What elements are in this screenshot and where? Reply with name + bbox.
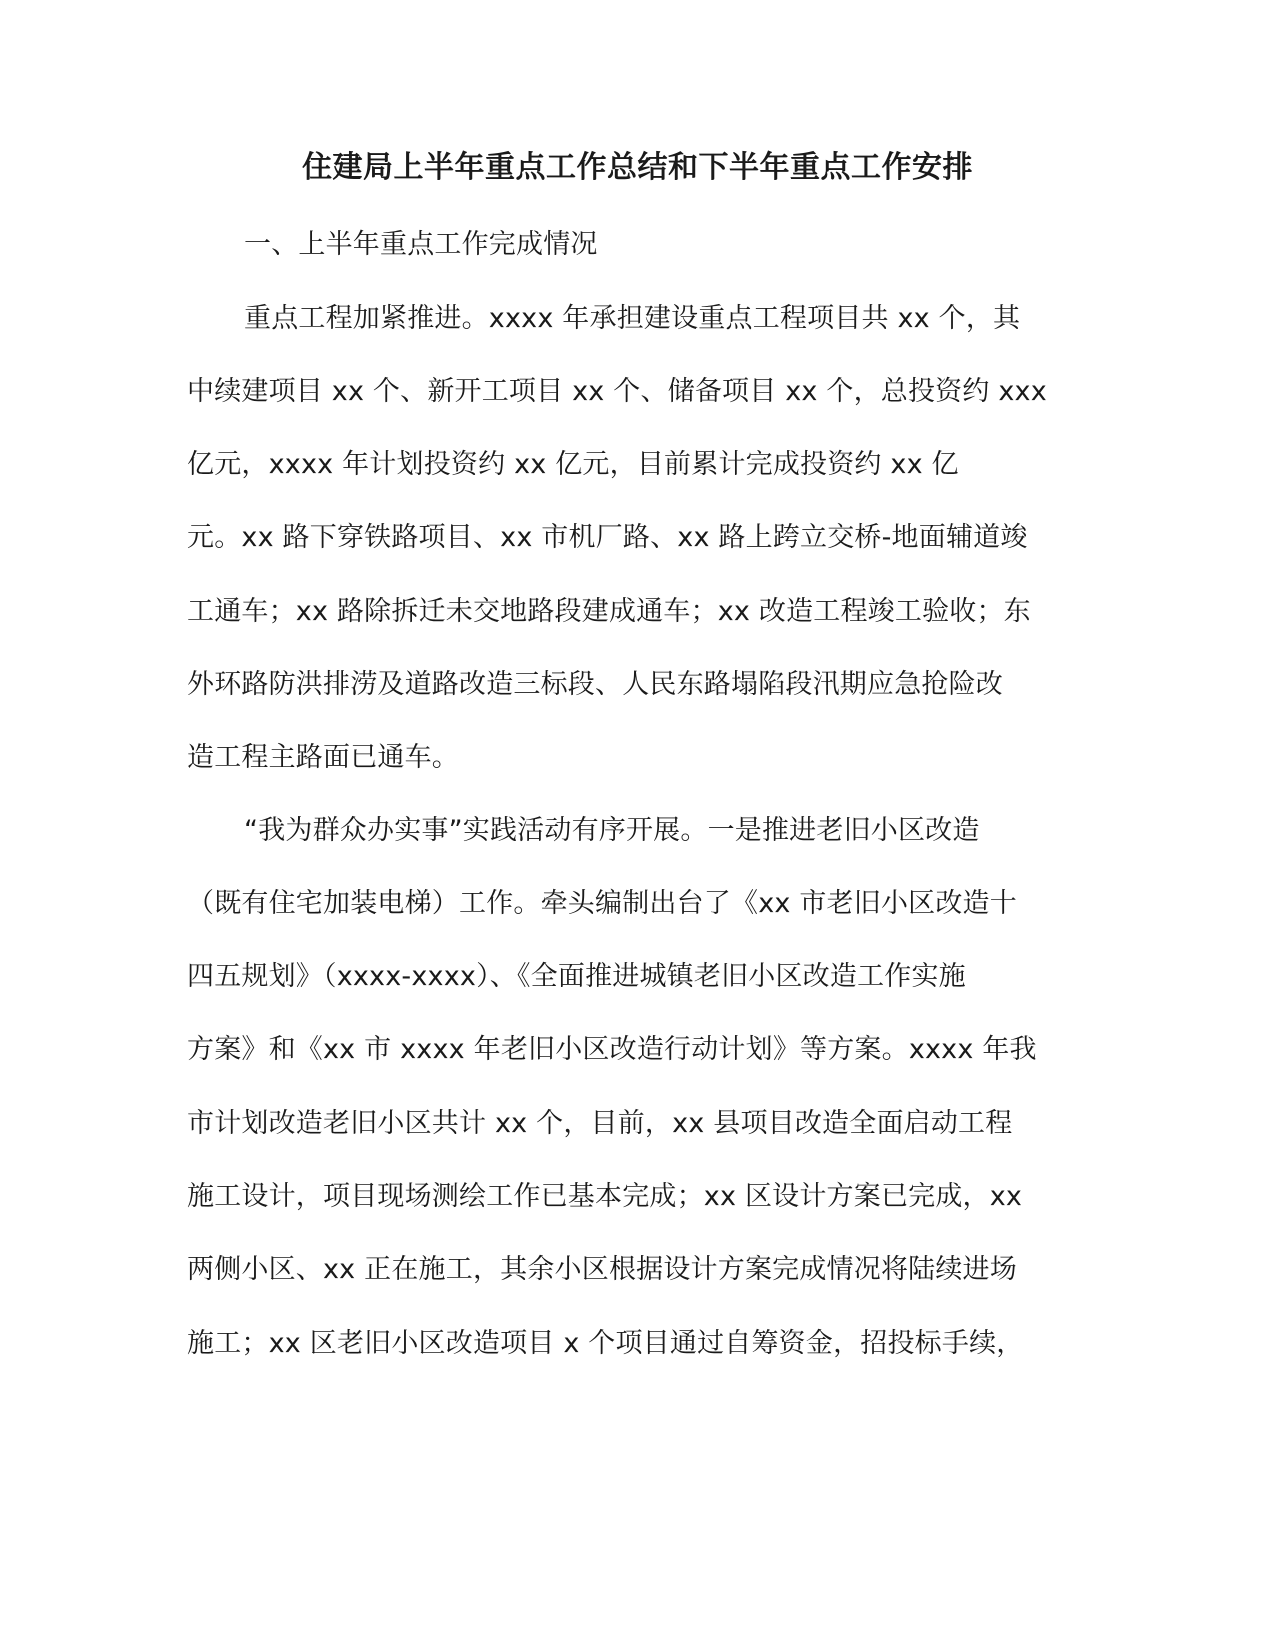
paragraph-line: 两侧小区、xx 正在施工，其余小区根据设计方案完成情况将陆续进场 — [187, 1254, 1017, 1285]
paragraph-line: 元。xx 路下穿铁路项目、xx 市机厂路、xx 路上跨立交桥-地面辅道竣 — [187, 522, 1028, 553]
paragraph-line: 施工；xx 区老旧小区改造项目 x 个项目通过自筹资金，招投标手续， — [187, 1328, 1024, 1359]
document-title: 住建局上半年重点工作总结和下半年重点工作安排 — [302, 150, 973, 185]
section-heading: 一、上半年重点工作完成情况 — [244, 229, 598, 260]
paragraph-line: 工通车；xx 路除拆迁未交地路段建成通车；xx 改造工程竣工验收；东 — [187, 596, 1031, 627]
paragraph-line: 外环路防洪排涝及道路改造三标段、人民东路塌陷段汛期应急抢险改 — [187, 669, 1003, 700]
paragraph-line: 重点工程加紧推进。xxxx 年承担建设重点工程项目共 xx 个，其 — [244, 303, 1021, 334]
paragraph-line: 造工程主路面已通车。 — [187, 742, 459, 773]
paragraph-line: 市计划改造老旧小区共计 xx 个，目前，xx 县项目改造全面启动工程 — [187, 1108, 1013, 1139]
paragraph-line: 施工设计，项目现场测绘工作已基本完成；xx 区设计方案已完成，xx — [187, 1181, 1023, 1212]
paragraph-line: （既有住宅加装电梯）工作。牵头编制出台了《xx 市老旧小区改造十 — [187, 888, 1017, 919]
paragraph-line: 四五规划》（xxxx-xxxx）、《全面推进城镇老旧小区改造工作实施 — [187, 961, 966, 992]
paragraph-line: 方案》和《xx 市 xxxx 年老旧小区改造行动计划》等方案。xxxx 年我 — [187, 1034, 1037, 1065]
paragraph-line: “我为群众办实事”实践活动有序开展。一是推进老旧小区改造 — [244, 815, 980, 846]
paragraph-line: 亿元，xxxx 年计划投资约 xx 亿元，目前累计完成投资约 xx 亿 — [187, 449, 959, 480]
paragraph-line: 中续建项目 xx 个、新开工项目 xx 个、储备项目 xx 个，总投资约 xxx — [187, 376, 1047, 407]
